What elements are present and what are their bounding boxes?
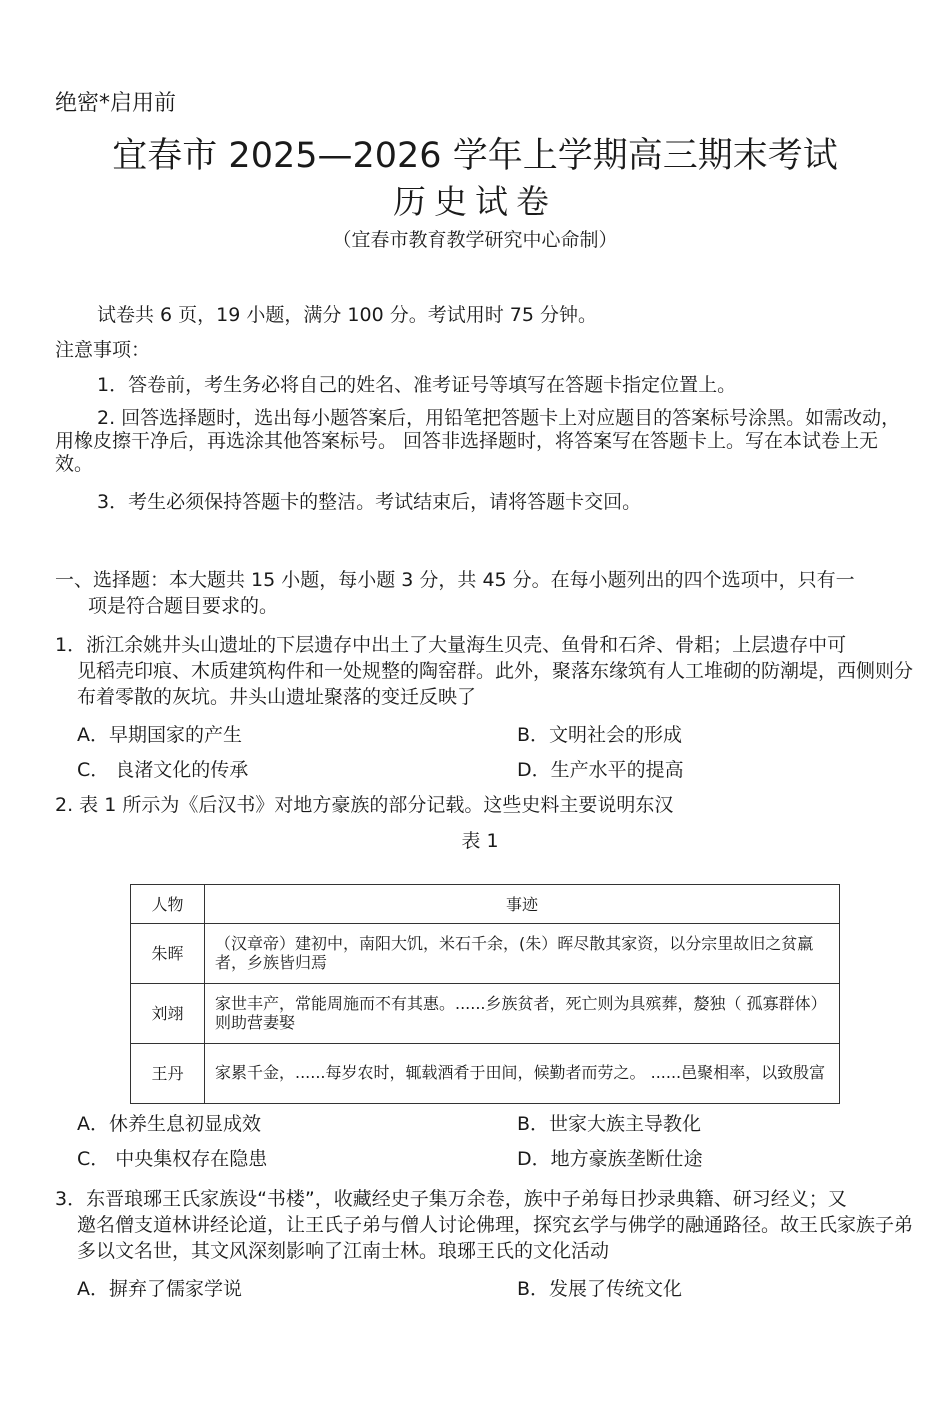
issuing-organization: （宜春市教育教学研究中心命制） <box>332 229 618 251</box>
table-cell-deed: 家累千金，......每岁农时，辄载酒肴于田间，候勤者而劳之。 ......邑聚相率，以致殷富 <box>205 1044 840 1104</box>
table-row <box>131 924 840 984</box>
notice-item-2: 2. 回答选择题时，选出每小题答案后，用铅笔把答题卡上对应题目的答案标号涂黑。如需改动，用橡皮擦干净后，再选涂其他答案标号。 回答非选择题时，将答案写在答题卡上。写在本试卷上无效。 <box>55 407 901 475</box>
section-1-line-1: 一、选择题：本大题共 15 小题，每小题 3 分，共 45 分。在每小题列出的四个选项中，只有一 <box>55 569 855 591</box>
question-3-stem <box>55 1186 915 1264</box>
question-2-stem <box>55 792 915 818</box>
notice-heading: 注意事项： <box>55 339 151 361</box>
section-1-line-2: 项是符合题目要求的。 <box>88 595 279 617</box>
q1-option-a: A．早期国家的产生 <box>77 724 242 746</box>
notice-item-1: 1．答卷前，考生务必将自己的姓名、准考证号等填写在答题卡指定位置上。 <box>97 374 737 396</box>
table-cell-person: 王丹 <box>131 1044 205 1104</box>
q3-option-a: A．摒弃了儒家学说 <box>77 1278 242 1300</box>
q2-option-d: D．地方豪族垄断仕途 <box>517 1148 703 1170</box>
table-row <box>131 984 840 1044</box>
table-header-row <box>131 885 840 924</box>
exam-intro: 试卷共 6 页，19 小题，满分 100 分。考试用时 75 分钟。 <box>97 304 597 326</box>
question-3-first-line: 3．东晋琅琊王氏家族设“书楼”，收藏经史子集万余卷，族中子弟每日抄录典籍、研习经义；又 <box>55 1188 847 1210</box>
table-cell-deed: （汉章帝）建初中，南阳大饥，米石千余，(朱）晖尽散其家资，以分宗里故旧之贫羸者，乡族皆归焉 <box>205 924 840 984</box>
question-1-first-line: 1．浙江余姚井头山遗址的下层遗存中出土了大量海生贝壳、鱼骨和石斧、骨耜；上层遗存中可 <box>55 634 847 656</box>
q1-option-d: D．生产水平的提高 <box>517 759 684 781</box>
q2-option-b: B．世家大族主导教化 <box>517 1113 702 1135</box>
q2-option-a: A．休养生息初显成效 <box>77 1113 261 1135</box>
q1-option-b: B．文明社会的形成 <box>517 724 683 746</box>
q2-option-c: C． 中央集权存在隐患 <box>77 1148 268 1170</box>
question-2-first-line: 2. 表 1 所示为《后汉书》对地方豪族的部分记载。这些史料主要说明东汉 <box>55 794 674 816</box>
confidential-label: 绝密*启用前 <box>55 91 177 116</box>
table-cell-person: 刘翊 <box>131 984 205 1044</box>
table-1 <box>130 884 840 1104</box>
q1-option-c: C． 良渚文化的传承 <box>77 759 249 781</box>
table-cell-deed: 家世丰产，常能周施而不有其惠。......乡族贫者，死亡则为具殡葬，嫠独（ 孤寡群体）则助营妻娶 <box>205 984 840 1044</box>
notice-item-3: 3．考生必须保持答题卡的整洁。考试结束后，请将答题卡交回。 <box>97 491 642 513</box>
section-1-instructions <box>55 567 895 619</box>
q3-option-b: B．发展了传统文化 <box>517 1278 683 1300</box>
exam-subtitle: 历史试卷 <box>393 182 557 221</box>
table-1-caption: 表 1 <box>461 830 499 852</box>
table-header-deeds: 事迹 <box>205 885 840 924</box>
exam-title: 宜春市 2025—2026 学年上学期高三期末考试 <box>112 136 838 176</box>
question-3-continuation: 邀名僧支道林讲经论道，让王氏子弟与僧人讨论佛理，探究玄学与佛学的融通路径。故王氏家族子弟多以文名世，其文风深刻影响了江南士林。琅琊王氏的文化活动 <box>77 1214 914 1262</box>
table-cell-person: 朱晖 <box>131 924 205 984</box>
table-row <box>131 1044 840 1104</box>
table-header-person: 人物 <box>131 885 205 924</box>
question-1-continuation: 见稻壳印痕、木质建筑构件和一处规整的陶窑群。此外，聚落东缘筑有人工堆砌的防潮堤，西侧则分布着零散的灰坑。井头山遗址聚落的变迁反映了 <box>77 660 914 708</box>
question-1-stem <box>55 632 915 710</box>
